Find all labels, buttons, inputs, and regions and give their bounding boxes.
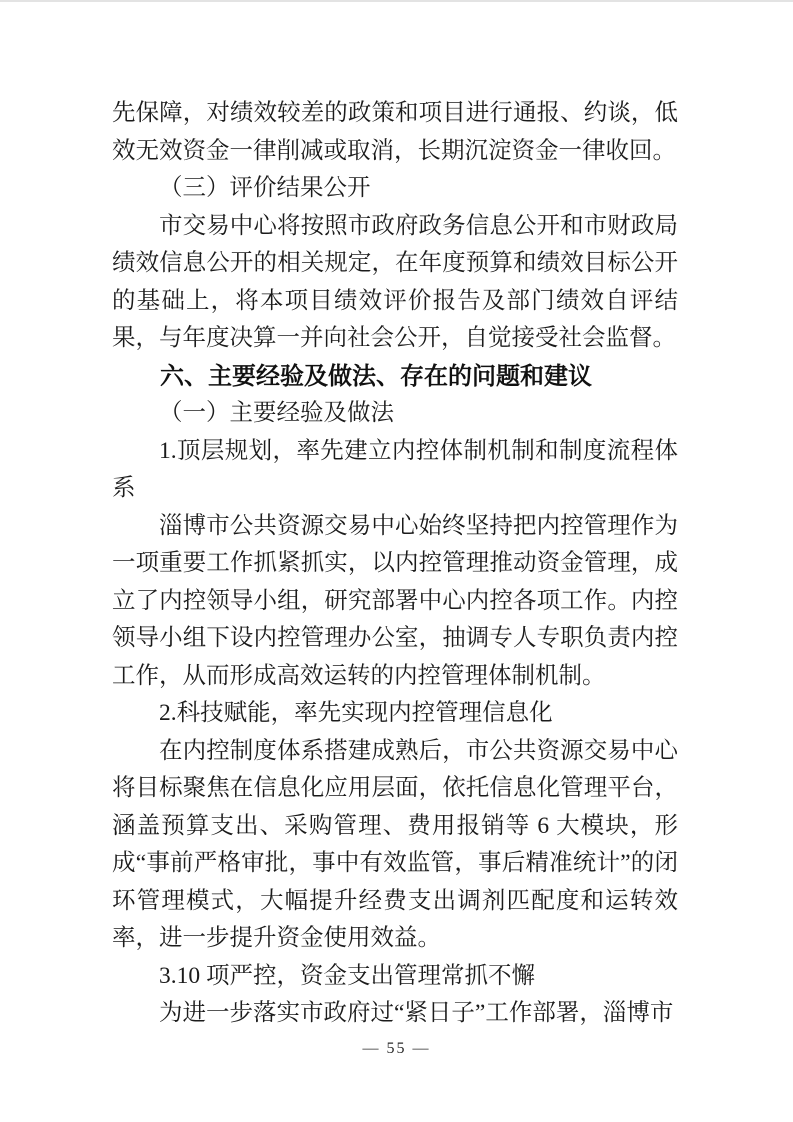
numbered-point-3-heading: 3.10 项严控，资金支出管理常抓不懈 [159, 962, 535, 989]
numbered-point-1-heading: 1.顶层规划，率先建立内控体制机制和制度流程体系 [112, 437, 678, 501]
paragraph-disclosure-detail: 市交易中心将按照市政府政务信息公开和市财政局绩效信息公开的相关规定，在年度预算和绩效目标公开的基础上，将本项目绩效评价报告及部门绩效自评结果，与年度决算一并向社会公开，自觉接受社会监督。 [112, 212, 678, 351]
paragraph-point-1-detail: 淄博市公共资源交易中心始终坚持把内控管理作为一项重要工作抓紧抓实，以内控管理推动资金管理，成立了内控领导小组，研究部署中心内控各项工作。内控领导小组下设内控管理办公室，抽调专人专职负责内控工作，从而形成高效运转的内控管理体制机制。 [112, 512, 678, 689]
document-body [112, 95, 678, 1033]
paragraph-point-2-detail: 在内控制度体系搭建成熟后，市公共资源交易中心将目标聚焦在信息化应用层面，依托信息化管理平台，涵盖预算支出、采购管理、费用报销等 6 大模块，形成“事前严格审批，事中有效监管，事后精准统计”的闭环管理模式，大幅提升经费支出调剂匹配度和运转效率，进一步提升资金使用效益。 [112, 737, 678, 951]
subsection-heading-experience: （一）主要经验及做法 [159, 400, 394, 426]
numbered-point-2-heading: 2.科技赋能，率先实现内控管理信息化 [159, 700, 553, 726]
page-top-edge-line [0, 0, 793, 2]
paragraph-point-3-detail: 为进一步落实市政府过“紧日子”工作部署，淄博市 [159, 1000, 674, 1026]
subsection-heading-result-disclosure: （三）评价结果公开 [159, 175, 371, 201]
section-heading-six: 六、主要经验及做法、存在的问题和建议 [160, 362, 592, 390]
page-number: — 55 — [362, 1040, 431, 1057]
paragraph-continuation: 先保障，对绩效较差的政策和项目进行通报、约谈，低效无效资金一律削减或取消，长期沉淀资金一律收回。 [112, 100, 678, 164]
